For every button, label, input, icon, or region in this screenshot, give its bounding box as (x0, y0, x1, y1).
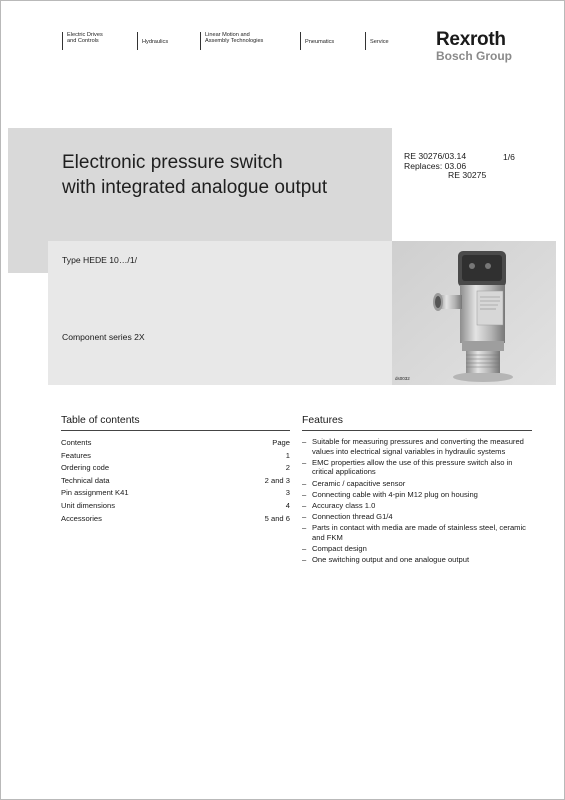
type-label: Type HEDE 10…/1/ (62, 255, 137, 265)
logo-brand: Rexroth (436, 29, 506, 50)
title-line: with integrated analogue output (62, 177, 328, 198)
nav-pneumatics[interactable] (300, 32, 334, 50)
rexroth-logo (436, 30, 526, 63)
nav-hydraulics[interactable] (137, 32, 168, 50)
nav-label: Electric Drives (67, 32, 103, 38)
toc-label: Accessories (61, 513, 102, 523)
toc-row[interactable] (61, 513, 290, 526)
component-series: Component series 2X (62, 332, 145, 342)
toc-page: 5 and 6 (264, 513, 290, 523)
feature-item: – Suitable for measuring pressures and converting the measured values into electrical signal variables in hydraulic systems (302, 437, 534, 456)
document-title (62, 150, 327, 200)
replaces-document: RE 30275 (448, 170, 487, 181)
feature-item: – Accuracy class 1.0 (302, 501, 534, 511)
toc-row[interactable] (61, 450, 290, 463)
nav-linear-motion[interactable] (200, 32, 263, 50)
toc-row[interactable] (61, 475, 290, 488)
document-number-block (404, 152, 486, 181)
toc-divider (61, 430, 290, 431)
toc-row (61, 437, 290, 450)
toc-label: Contents (61, 438, 92, 447)
toc-row[interactable] (61, 462, 290, 475)
toc-label: Pin assignment K41 (61, 488, 129, 498)
feature-item: – Connecting cable with 4-pin M12 plug on housing (302, 490, 534, 500)
features-list (302, 437, 534, 566)
toc-label: Ordering code (61, 463, 110, 473)
toc-page: 1 (285, 450, 290, 460)
toc-row[interactable] (61, 487, 290, 500)
toc-row[interactable] (61, 500, 290, 513)
feature-item: – Connection thread G1/4 (302, 512, 534, 522)
nav-service[interactable] (365, 32, 389, 50)
pressure-switch-image (392, 241, 556, 385)
toc-page: 4 (285, 500, 290, 510)
logo-group: Bosch Group (436, 49, 513, 63)
toc-page: 2 (285, 463, 290, 473)
table-of-contents (61, 437, 290, 525)
feature-item: – EMC properties allow the use of this pressure switch also in critical applications (302, 458, 534, 477)
feature-item: – Compact design (302, 544, 534, 554)
features-divider (302, 430, 532, 431)
title-line: Electronic pressure switch (62, 152, 283, 173)
photo-code: ds0032 (395, 376, 410, 381)
nav-label: Linear Motion and (205, 32, 250, 38)
toc-page: 2 and 3 (264, 475, 290, 485)
nav-label: Service (370, 39, 389, 45)
nav-label: Hydraulics (142, 39, 169, 45)
document-number: RE 30276/03.14 (404, 151, 467, 161)
toc-page: 3 (285, 488, 290, 498)
nav-electric-drives[interactable] (62, 32, 103, 50)
page-number: 1/6 (503, 152, 515, 162)
features-heading: Features (302, 415, 344, 426)
nav-label: Pneumatics (305, 39, 335, 45)
feature-item: – Ceramic / capacitive sensor (302, 479, 534, 489)
toc-heading: Table of contents (61, 415, 140, 426)
feature-item: – One switching output and one analogue output (302, 555, 534, 565)
toc-label: Unit dimensions (61, 500, 116, 510)
replaces-date: Replaces: 03.06 (404, 160, 467, 171)
feature-item: – Parts in contact with media are made of stainless steel, ceramic and FKM (302, 523, 534, 542)
toc-page: Page (272, 438, 290, 447)
toc-label: Technical data (61, 475, 110, 485)
nav-label: Assembly Technologies (205, 38, 264, 45)
product-photo (392, 241, 556, 385)
toc-label: Features (61, 450, 91, 460)
nav-label: and Controls (67, 38, 99, 45)
